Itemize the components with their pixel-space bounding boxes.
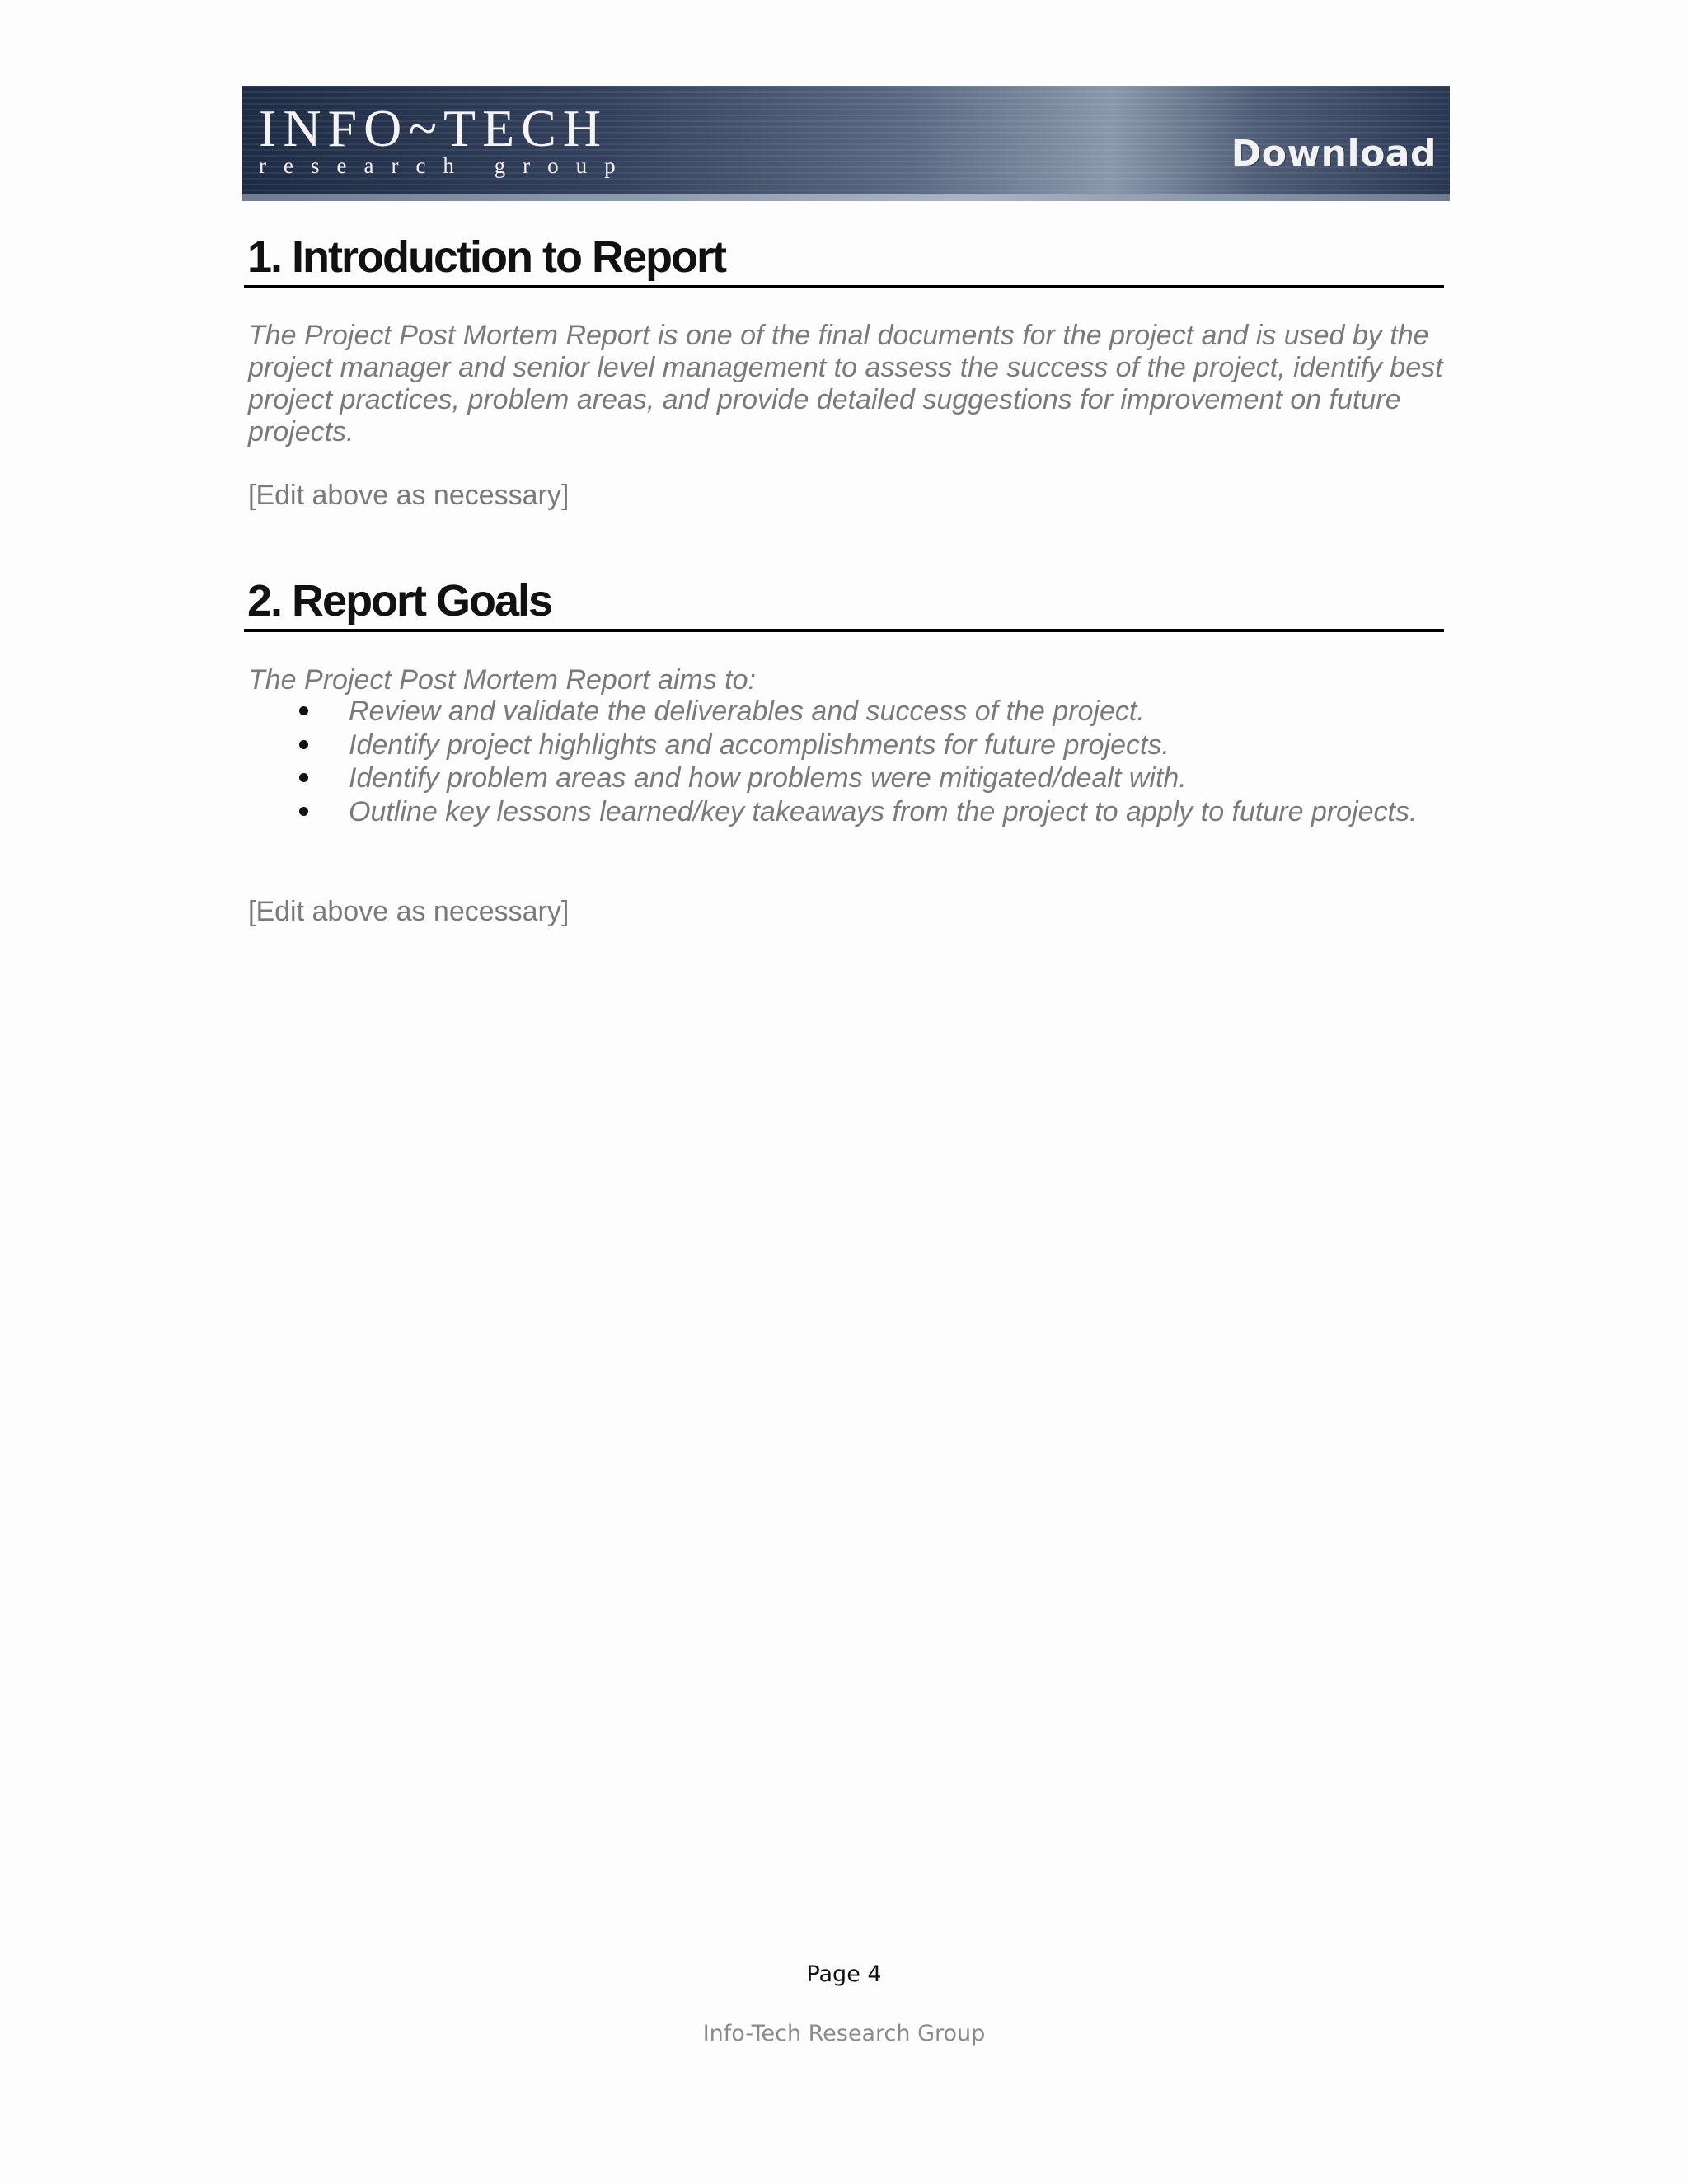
list-item-text: Review and validate the deliverables and success of the project. [349,696,1145,727]
edit-note: [Edit above as necessary] [248,896,570,927]
edit-note: [Edit above as necessary] [248,480,570,511]
section-heading-report-goals: 2. Report Goals [247,576,552,626]
introduction-paragraph: The Project Post Mortem Report is one of the final documents for the project and is used by the project manager and senior level management to assess the success of the project, identify best project practices, problem areas, and provide detailed suggestions for improvement on future projects. [248,320,1443,448]
section-rule [244,629,1444,632]
list-item [248,762,1443,795]
list-item-text: Identify problem areas and how problems were mitigated/dealt with. [349,762,1187,794]
bullet-icon [299,740,308,749]
page-number: Page 4 [806,1961,882,1987]
header-banner [242,86,1450,201]
section-heading-introduction: 1. Introduction to Report [247,232,725,282]
goals-list [248,695,1443,828]
list-item-text: Identify project highlights and accomplishments for future projects. [349,729,1170,761]
bullet-icon [299,773,308,782]
list-item [248,695,1443,729]
list-item [248,729,1443,762]
goals-intro: The Project Post Mortem Report aims to: [248,664,756,696]
list-item [248,795,1443,829]
company-logo [259,99,633,178]
banner-strip [242,194,1450,201]
download-label: Download [1231,133,1437,175]
bullet-icon [299,706,308,715]
logo-wordmark: INFO~TECH [259,99,608,157]
section-rule [244,285,1444,288]
footer-company-name: Info-Tech Research Group [702,2021,986,2046]
bullet-icon [299,807,308,816]
logo-tagline: research group [259,153,633,178]
list-item-text: Outline key lessons learned/key takeaways from the project to apply to future projects. [349,795,1418,827]
